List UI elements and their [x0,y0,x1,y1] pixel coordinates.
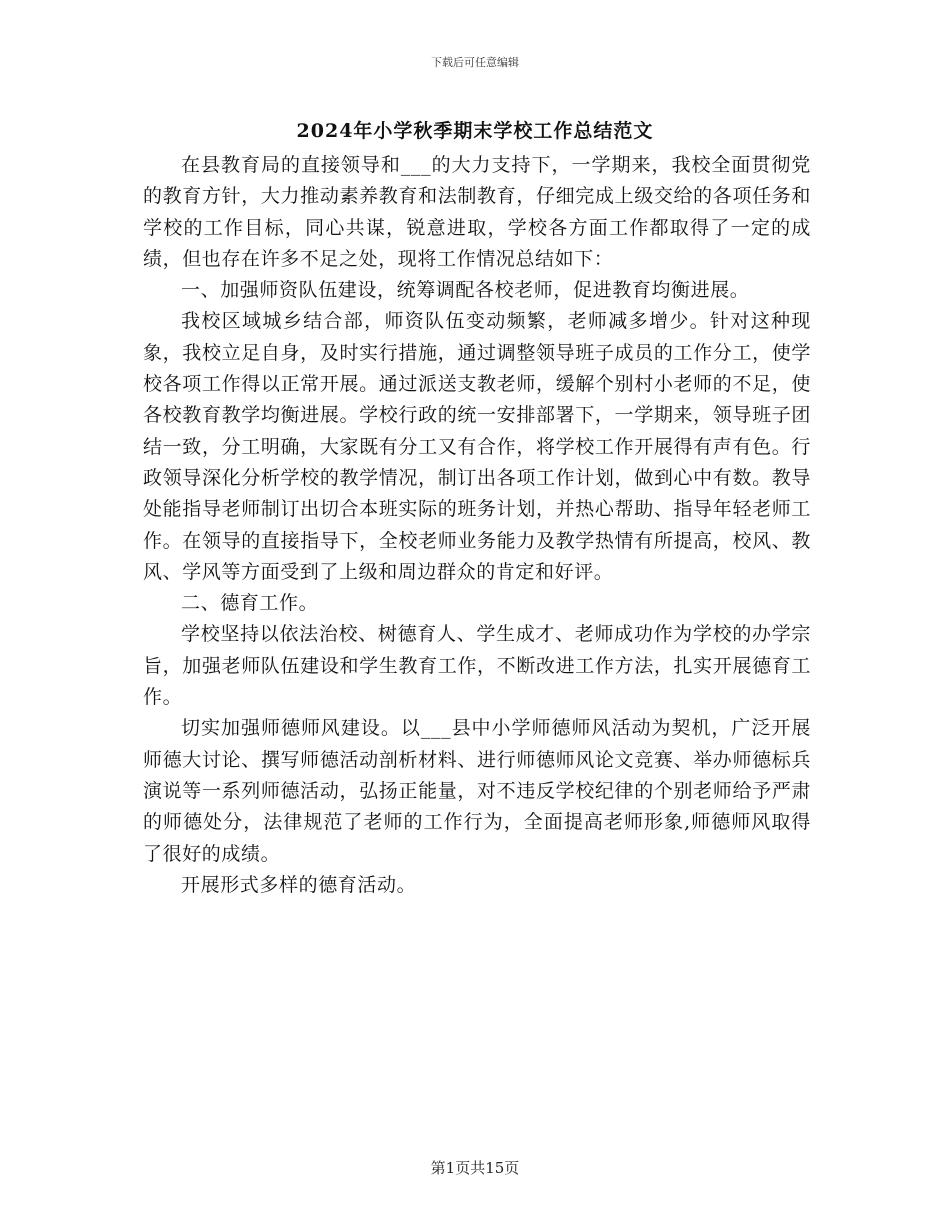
paragraph-moral-education: 学校坚持以依法治校、树德育人、学生成才、老师成功作为学校的办学宗旨，加强老师队伍建设和学生教育工作，不断改进工作方法，扎实开展德育工作。 [143,623,811,709]
paragraph-activities: 开展形式多样的德育活动。 [181,873,417,896]
document-body [143,150,811,901]
document-title: 2024年小学秋季期末学校工作总结范文 [296,120,654,142]
paragraph-intro: 在县教育局的直接领导和___的大力支持下，一学期来，我校全面贯彻党的教育方针，大力推动素养教育和法制教育，仔细完成上级交给的各项任务和学校的工作目标，同心共谋，锐意进取，学校各方面工作都取得了一定的成绩，但也存在许多不足之处，现将工作情况总结如下： [143,154,811,270]
header-note: 下载后可任意编辑 [431,56,519,69]
paragraph-teacher-ethics: 切实加强师德师风建设。以___县中小学师德师风活动为契机，广泛开展师德大讨论、撰写师德活动剖析材料、进行师德师风论文竞赛、举办师德标兵演说等一系列师德活动，弘扬正能量，对不违反学校纪律的个别老师给予严肃的师德处分，法律规范了老师的工作行为，全面提高老师形象,师德师风取得了很好的成绩。 [143,717,811,865]
section-heading-1: 一、加强师资队伍建设，统筹调配各校老师，促进教育均衡进展。 [181,279,750,302]
page-footer: 第1页共15页 [430,1159,520,1177]
section-heading-2: 二、德育工作。 [181,592,319,615]
paragraph-staffing: 我校区域城乡结合部，师资队伍变动频繁，老师减多增少。针对这种现象，我校立足自身，及时实行措施，通过调整领导班子成员的工作分工，使学校各项工作得以正常开展。通过派送支教老师，缓解个别村小老师的不足，使各校教育教学均衡进展。学校行政的统一安排部署下，一学期来，领导班子团结一致，分工明确，大家既有分工又有合作，将学校工作开展得有声有色。行政领导深化分析学校的教学情况，制订出各项工作计划，做到心中有数。教导处能指导老师制订出切合本班实际的班务计划，并热心帮助、指导年轻老师工作。在领导的直接指导下，全校老师业务能力及教学热情有所提高，校风、教风、学风等方面受到了上级和周边群众的肯定和好评。 [143,310,811,583]
